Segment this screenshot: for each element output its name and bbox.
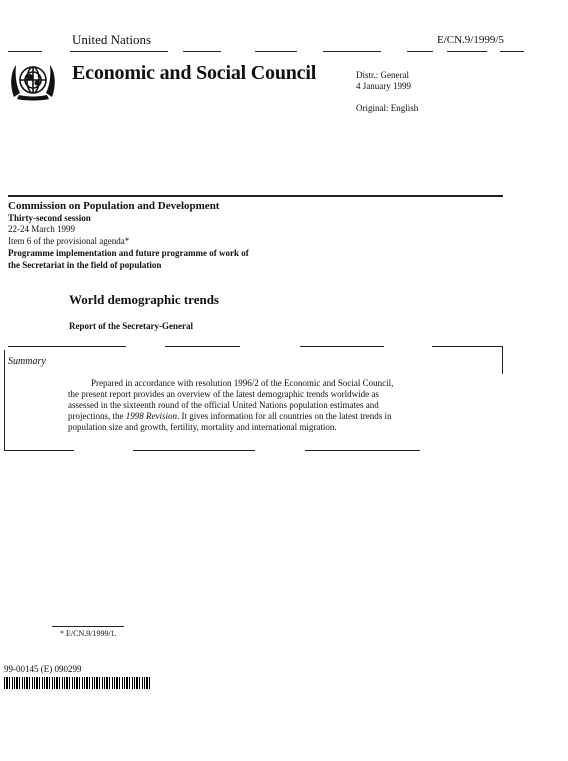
document-number: 99-00145 (E) 090299 (4, 664, 82, 674)
summary-line (68, 411, 440, 422)
agenda-item: Item 6 of the provisional agenda* (8, 236, 130, 246)
session: Thirty-second session (8, 213, 91, 223)
summary-paragraph (68, 378, 440, 433)
summary-line-text: projections, the (68, 411, 126, 421)
footnote: * E/CN.9/1999/1. (60, 629, 117, 638)
summary-line: assessed in the sixteenth round of the official United Nations population estimates and (68, 400, 379, 410)
summary-top-rule (8, 346, 126, 347)
summary-line: population size and growth, fertility, mortality and international migration. (68, 422, 337, 432)
council-name: Economic and Social Council (72, 62, 317, 84)
commission-name: Commission on Population and Development (8, 200, 220, 212)
issue-date: 4 January 1999 (356, 81, 411, 91)
revision-title: 1998 Revision (125, 411, 177, 421)
barcode (4, 677, 152, 689)
agenda-item-title-1: Programme implementation and future programme of work of (8, 248, 249, 258)
summary-line: Prepared in accordance with resolution 1996/2 of the Economic and Social Council, (91, 378, 394, 388)
distribution: Distr.: General (356, 70, 409, 80)
report-subtitle: Report of the Secretary-General (69, 321, 194, 331)
document-symbol (437, 34, 504, 46)
session-dates: 22-24 March 1999 (8, 224, 75, 234)
document-symbol-text: E/CN.9/1999/5 (437, 34, 504, 46)
original-language: Original: English (356, 103, 419, 113)
summary-line-text: . It gives information for all countries on the latest trends in (177, 411, 392, 421)
summary-label: Summary (8, 356, 46, 367)
un-emblem-icon (8, 57, 58, 103)
agenda-item-title-2: the Secretariat in the field of population (8, 260, 162, 270)
summary-line: the present report provides an overview of the latest demographic trends worldwide as (68, 389, 379, 399)
org-name: United Nations (72, 32, 152, 47)
summary-bottom-rule (4, 450, 74, 451)
report-title: World demographic trends (69, 292, 219, 307)
